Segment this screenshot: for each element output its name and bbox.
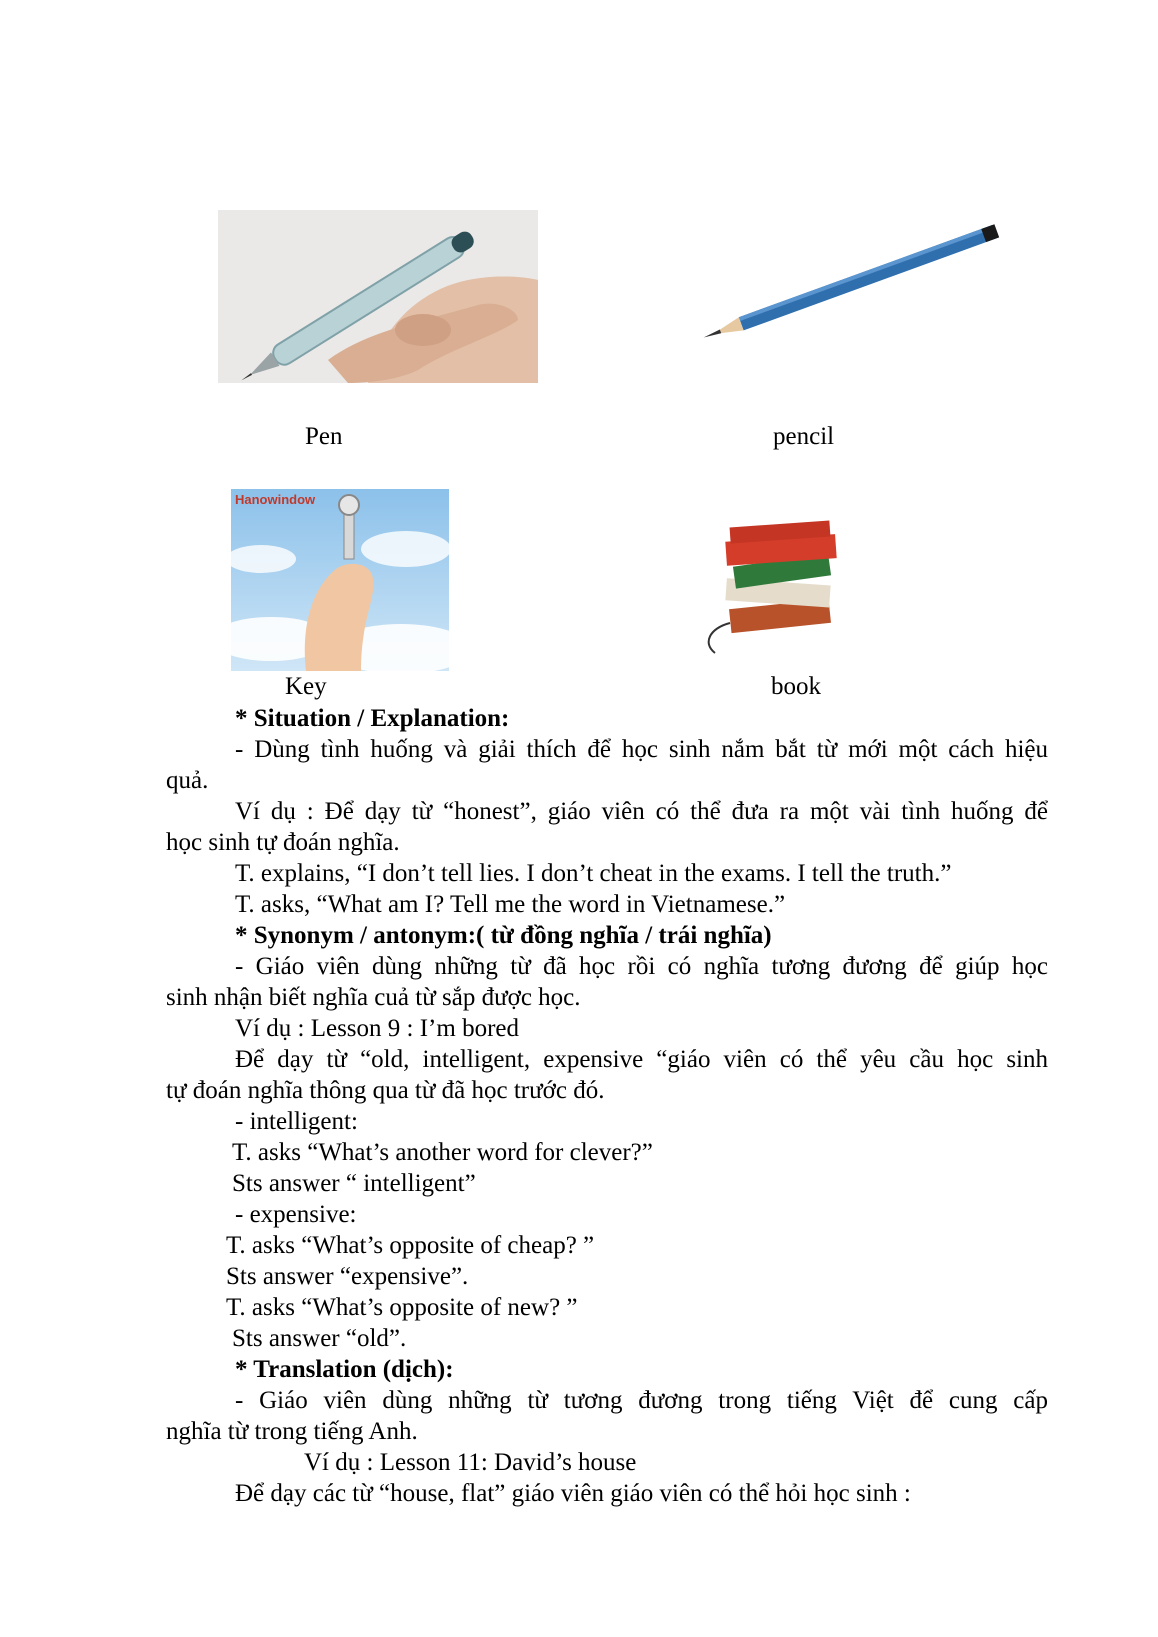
heading-translation: * Translation (dịch): (235, 1356, 454, 1383)
text-line: T. asks “What’s opposite of cheap? ” (226, 1232, 595, 1259)
text-line: T. explains, “I don’t tell lies. I don’t cheat in the exams. I tell the truth.” (235, 860, 952, 887)
book-image (690, 508, 850, 658)
text-line: Để dạy từ “old, intelligent, expensive “giáo viên có thể yêu cầu học sinh (235, 1046, 1048, 1073)
text-line: - Giáo viên dùng những từ đã học rồi có nghĩa tương đương để giúp học (235, 953, 1048, 980)
text-line: - intelligent: (235, 1108, 358, 1135)
text-line: nghĩa từ trong tiếng Anh. (166, 1418, 418, 1445)
blue-pencil-icon (694, 212, 1024, 352)
heading-situation: * Situation / Explanation: (235, 705, 510, 732)
text-line: T. asks “What’s another word for clever?” (232, 1139, 653, 1166)
text-line: Ví dụ : Để dạy từ “honest”, giáo viên có thể đưa ra một vài tình huống để (235, 798, 1048, 825)
text-line: sinh nhận biết nghĩa cuả từ sắp được học. (166, 984, 581, 1011)
heading-synonym: * Synonym / antonym:( từ đồng nghĩa / trái nghĩa) (235, 922, 772, 949)
text-line: Để dạy các từ “house, flat” giáo viên giáo viên có thể hỏi học sinh : (235, 1480, 911, 1507)
text-line: Sts answer “expensive”. (226, 1263, 469, 1290)
pen-image (218, 210, 538, 383)
key-image (231, 489, 449, 671)
key-in-hand-icon (231, 489, 449, 671)
text-line: Ví dụ : Lesson 9 : I’m bored (235, 1015, 519, 1042)
book-caption: book (771, 673, 821, 700)
stack-of-books-icon (690, 508, 850, 658)
text-line: T. asks, “What am I? Tell me the word in Vietnamese.” (235, 891, 786, 918)
pen-caption: Pen (305, 423, 343, 450)
text-line: - Giáo viên dùng những từ tương đương trong tiếng Việt để cung cấp (235, 1387, 1048, 1414)
pencil-image (694, 212, 1024, 352)
pen-in-hand-icon (218, 210, 538, 383)
text-line: Ví dụ : Lesson 11: David’s house (304, 1449, 637, 1476)
text-line: học sinh tự đoán nghĩa. (166, 829, 400, 856)
text-line: Sts answer “old”. (232, 1325, 407, 1352)
text-line: quả. (166, 767, 209, 794)
hanowindow-logo: Hanowindow (235, 492, 316, 507)
text-line: Sts answer “ intelligent” (232, 1170, 476, 1197)
text-line: tự đoán nghĩa thông qua từ đã học trước đó. (166, 1077, 605, 1104)
text-line: - Dùng tình huống và giải thích để học sinh nắm bắt từ mới một cách hiệu (235, 736, 1048, 763)
text-line: - expensive: (235, 1201, 357, 1228)
pencil-caption: pencil (773, 423, 835, 450)
key-caption: Key (285, 673, 327, 700)
text-line: T. asks “What’s opposite of new? ” (226, 1294, 578, 1321)
